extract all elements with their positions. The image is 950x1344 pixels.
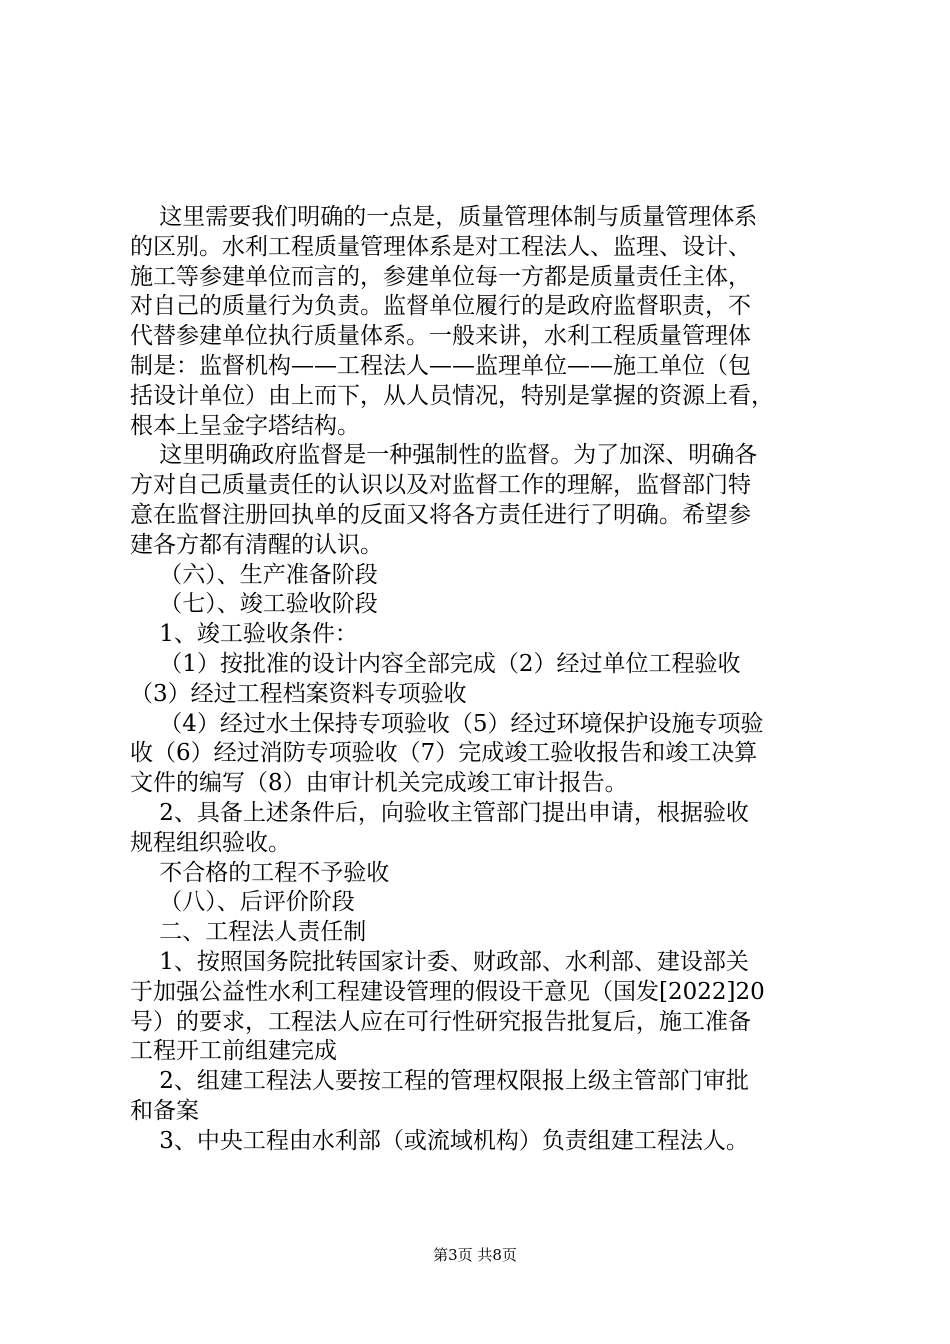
- text-line: 这里需要我们明确的一点是，质量管理体制与质量管理体系: [130, 204, 758, 230]
- page-footer: 第3页 共8页: [433, 1246, 517, 1264]
- text-line: 代替参建单位执行质量体系。一般来讲，水利工程质量管理体: [130, 323, 751, 350]
- text-line: 文件的编写（8）由审计机关完成竣工审计报告。: [130, 770, 628, 797]
- text-line: 不合格的工程不予验收: [130, 859, 390, 886]
- text-line: 1、竣工验收条件：: [130, 621, 358, 648]
- text-line: （1）按批准的设计内容全部完成（2）经过单位工程验收: [130, 650, 741, 677]
- text-line: 括设计单位）由上而下，从人员情况，特别是掌握的资源上看，: [130, 382, 774, 409]
- section-heading: （六）、生产准备阶段: [130, 561, 378, 588]
- text-line: 2、组建工程法人要按工程的管理权限报上级主管部门审批: [130, 1068, 749, 1095]
- text-line: 根本上呈金字塔结构。: [130, 412, 360, 439]
- text-line: 对自己的质量行为负责。监督单位履行的是政府监督职责，不: [130, 293, 751, 320]
- section-heading: 二、工程法人责任制: [130, 919, 367, 946]
- text-line: （4）经过水土保持专项验收（5）经过环境保护设施专项验: [130, 710, 764, 737]
- text-line: 的区别。水利工程质量管理体系是对工程法人、监理、设计、: [130, 233, 751, 260]
- section-heading: （八）、后评价阶段: [130, 889, 355, 916]
- text-line: 于加强公益性水利工程建设管理的假设干意见（国发[2022]20: [130, 978, 765, 1005]
- text-line: 1、按照国务院批转国家计委、财政部、水利部、建设部关: [130, 948, 749, 975]
- text-line: 号）的要求，工程法人应在可行性研究报告批复后，施工准备: [130, 1008, 751, 1035]
- text-line: 和备案: [130, 1097, 199, 1124]
- text-line: 工程开工前组建完成: [130, 1038, 337, 1065]
- text-line: 3、中央工程由水利部（或流域机构）负责组建工程法人。: [130, 1127, 749, 1154]
- text-line: 施工等参建单位而言的，参建单位每一方都是质量责任主体，: [130, 263, 751, 290]
- text-line: 这里明确政府监督是一种强制性的监督。为了加深、明确各: [130, 442, 758, 469]
- section-heading: （七）、竣工验收阶段: [130, 591, 378, 618]
- text-line: 规程组织验收。: [130, 829, 291, 856]
- text-line: （3）经过工程档案资料专项验收: [130, 680, 467, 707]
- document-body: [130, 203, 830, 1157]
- text-line: 建各方都有清醒的认识。: [130, 531, 383, 558]
- text-line: 制是：监督机构——工程法人——监理单位——施工单位（包: [130, 352, 751, 379]
- text-line: 意在监督注册回执单的反面又将各方责任进行了明确。希望参: [130, 501, 751, 528]
- text-line: 收（6）经过消防专项验收（7）完成竣工验收报告和竣工决算: [130, 740, 758, 767]
- text-line: 2、具备上述条件后，向验收主管部门提出申请，根据验收: [130, 799, 749, 826]
- text-line: 方对自己质量责任的认识以及对监督工作的理解，监督部门特: [130, 472, 751, 499]
